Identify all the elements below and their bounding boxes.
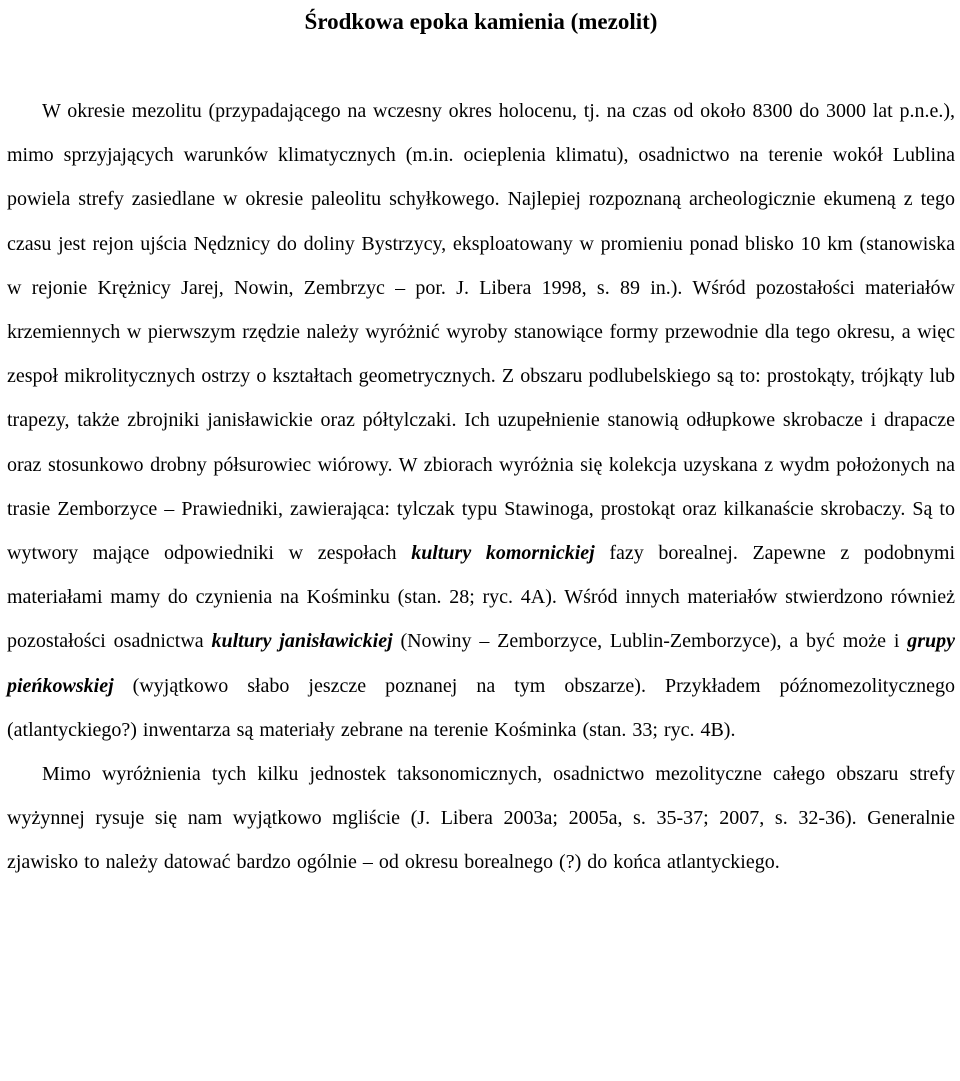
term-grupa-pienkowska: grupy pieńkowskiej [7,630,955,697]
paragraph-2: Mimo wyróżnienia tych kilku jednostek taksonomicznych, osadnictwo mezolityczne całego obszaru strefy wyżynnej rysuje się nam wyjątkowo mgliście (J. Libera 2003a; 2005a, s. 35-37; 2007, s. 32-36). Generalnie zjawisko to należy datować bardzo ogólnie – od okresu borealnego (?) do końca atlantyckiego. [7,763,955,874]
paragraph-1-text-d: (wyjątkowo słabo jeszcze poznanej na tym obszarze). Przykładem późnomezolitycznego (atlantyckiego?) inwentarza są materiały zebrane na terenie Kośminka (stan. 33; ryc. 4B). [7,674,955,741]
paragraph-1 [7,89,955,752]
page-title: Środkowa epoka kamienia (mezolit) [304,9,658,34]
paragraph-1-text-b: fazy borealnej. Zapewne z podobnymi materiałami mamy do czynienia na Kośminku (stan. 28; ryc. 4A). Wśród innych materiałów stwierdzono również pozostałości osadnictwa [7,542,956,653]
term-kultura-janislawicka: kultury janisławickiej [211,630,393,653]
document-page [7,0,955,885]
paragraph-1-text-a: W okresie mezolitu (przypadającego na wczesny okres holocenu, tj. na czas od około 8300 do 3000 lat p.n.e.), mimo sprzyjających warunków klimatycznych (m.in. ocieplenia klimatu), osadnictwo na terenie wokół Lublina powiela strefy zasiedlane w okresie paleolitu schyłkowego. Najlepiej rozpoznaną archeologicznie ekumeną z tego czasu jest rejon ujścia Nędznicy do doliny Bystrzycy, eksploatowany w promieniu ponad blisko 10 km (stanowiska w rejonie Krężnicy Jarej, Nowin, Zembrzyc – por. J. Libera 1998, s. 89 in.). Wśród pozostałości materiałów krzemiennych w pierwszym rzędzie należy wyróżnić wyroby stanowiące formy przewodnie dla tego okresu, a więc zespoł mikrolitycznych ostrzy o kształtach geometrycznych. Z obszaru podlubelskiego są to: prostokąty, trójkąty lub trapezy, także zbrojniki janisławickie oraz półtylczaki. Ich uzupełnienie stanowią odłupkowe skrobacze i drapacze oraz stosunkowo drobny półsurowiec wiórowy. W zbiorach wyróżnia się kolekcja uzyskana z wydm położonych na trasie Zemborzyce – Prawiedniki, zawierająca: tylczak typu Stawinoga, prostokąt oraz kilkanaście skrobaczy. Są to wytwory mające odpowiedniki w zespołach [7,100,955,565]
term-kultura-komornicka: kultury komornickiej [411,542,595,565]
paragraph-1-text-c: (Nowiny – Zemborzyce, Lublin-Zemborzyce), a być może i [392,630,908,653]
